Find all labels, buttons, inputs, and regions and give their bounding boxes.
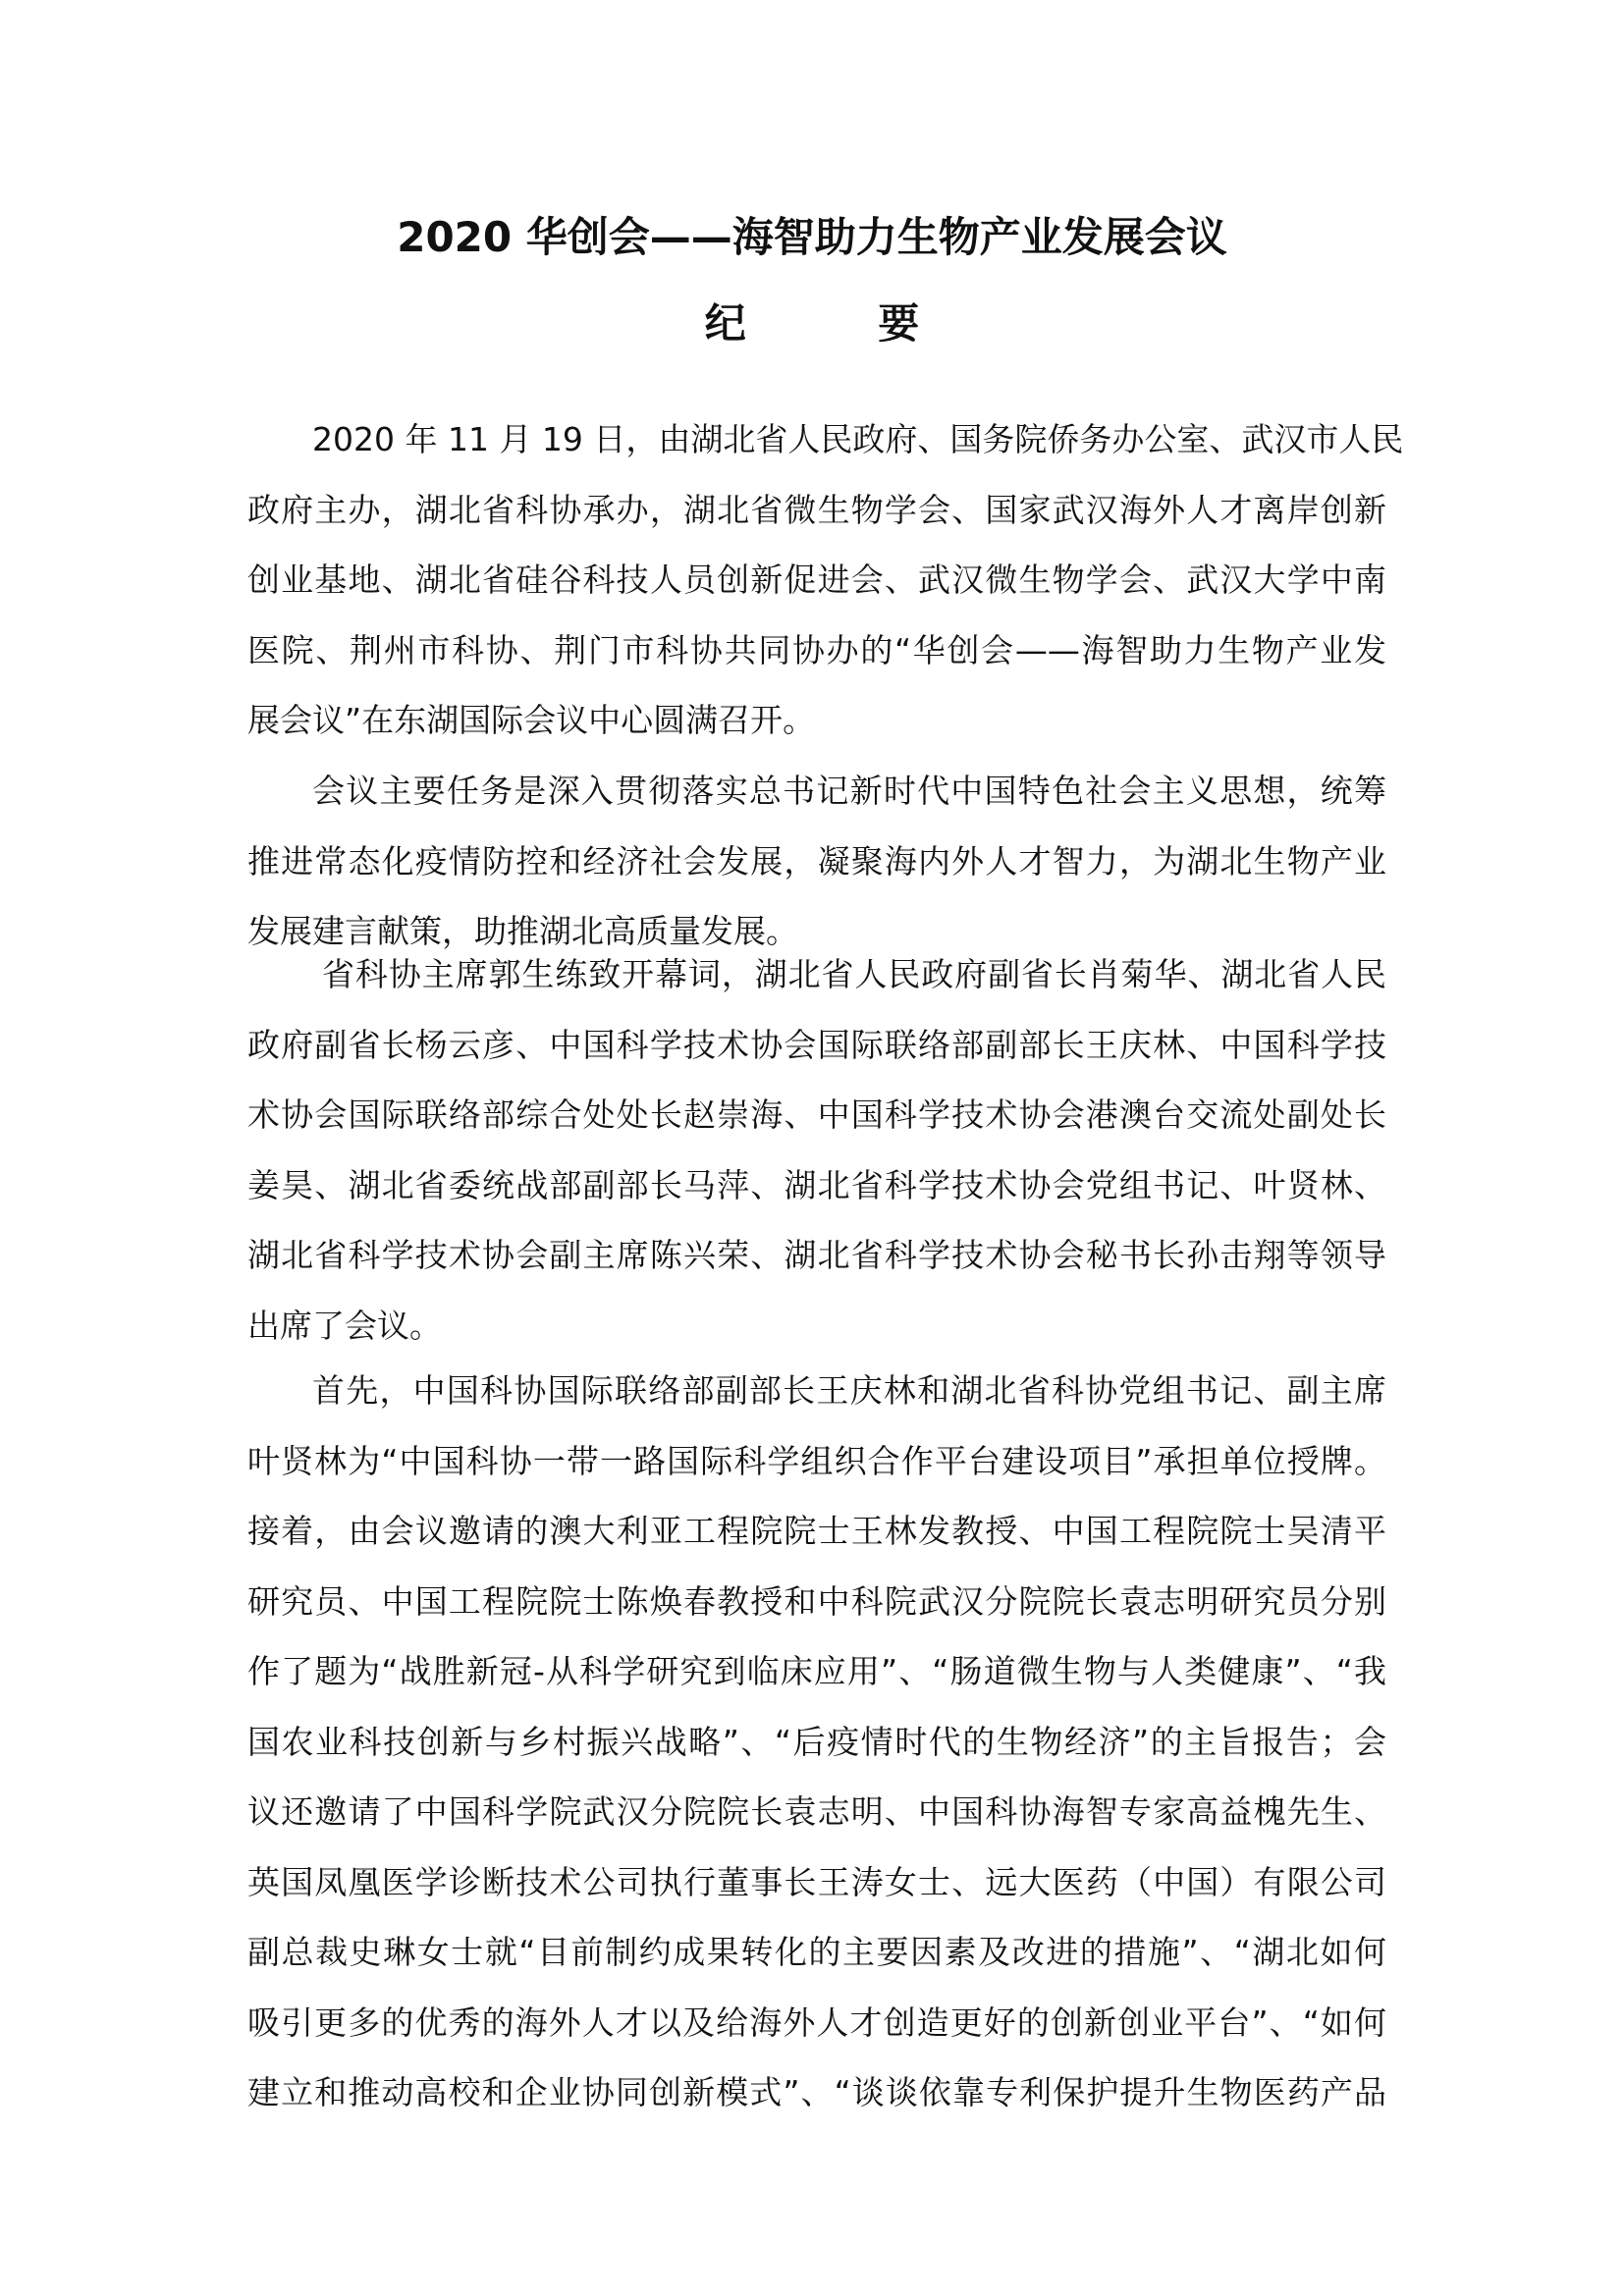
paragraph-line: 吸引更多的优秀的海外人才以及给海外人才创造更好的创新创业平台”、“如何 [247,2002,1386,2042]
paragraph-line: 湖北省科学技术协会副主席陈兴荣、湖北省科学技术协会秘书长孙击翔等领导 [247,1236,1386,1274]
paragraph-3 [247,939,1386,1361]
paragraph-line: 推进常态化疫情防控和经济社会发展，凝聚海内外人才智力，为湖北生物产业 [247,841,1386,881]
paragraph-line: 术协会国际联络部综合处处长赵崇海、中国科学技术协会港澳台交流处副处长 [247,1095,1386,1134]
paragraph-line: 政府副省长杨云彦、中国科学技术协会国际联络部副部长王庆林、中国科学技 [247,1025,1386,1064]
paragraph-line: 接着，由会议邀请的澳大利亚工程院院士王林发教授、中国工程院院士吴清平 [247,1512,1386,1550]
paragraph-line: 副总裁史琳女士就“目前制约成果转化的主要因素及改进的措施”、“湖北如何 [247,1933,1386,1971]
paragraph-line: 作了题为“战胜新冠-从科学研究到临床应用”、“肠道微生物与人类健康”、“我 [247,1652,1386,1690]
paragraph-1 [247,404,1404,756]
paragraph-line: 医院、荆州市科协、荆门市科协共同协办的“华创会——海智助力生物产业发 [247,630,1386,669]
paragraph-line: 国农业科技创新与乡村振兴战略”、“后疫情时代的生物经济”的主旨报告；会 [247,1722,1386,1761]
document-subtitle: 纪 要 [704,299,979,347]
paragraph-line: 研究员、中国工程院院士陈焕春教授和中科院武汉分院院长袁志明研究员分别 [247,1581,1386,1621]
paragraph-line: 2020 年 11 月 19 日，由湖北省人民政府、国务院侨务办公室、武汉市人民 [312,420,1404,458]
paragraph-line: 发展建言献策，助推湖北高质量发展。 [247,912,798,950]
paragraph-line: 出席了会议。 [247,1306,442,1345]
paragraph-line: 创业基地、湖北省硅谷科技人员创新促进会、武汉微生物学会、武汉大学中南 [247,561,1386,599]
paragraph-4 [247,1356,1386,2128]
paragraph-line: 议还邀请了中国科学院武汉分院院长袁志明、中国科协海智专家高益槐先生、 [247,1792,1386,1831]
paragraph-line: 建立和推动高校和企业协同创新模式”、“谈谈依靠专利保护提升生物医药产品 [247,2073,1386,2111]
document-title: 2020 华创会——海智助力生物产业发展会议 [397,213,1227,261]
paragraph-line: 省科协主席郭生练致开幕词，湖北省人民政府副省长肖菊华、湖北省人民 [322,955,1386,993]
paragraph-line: 英国凤凰医学诊断技术公司执行董事长王涛女士、远大医药（中国）有限公司 [247,1862,1386,1901]
paragraph-line: 叶贤林为“中国科协一带一路国际科学组织合作平台建设项目”承担单位授牌。 [247,1441,1386,1480]
paragraph-line: 政府主办，湖北省科协承办，湖北省微生物学会、国家武汉海外人才离岸创新 [247,490,1386,529]
paragraph-line: 会议主要任务是深入贯彻落实总书记新时代中国特色社会主义思想，统筹 [312,772,1386,810]
paragraph-line: 姜昊、湖北省委统战部副部长马萍、湖北省科学技术协会党组书记、叶贤林、 [247,1165,1386,1204]
paragraph-line: 展会议”在东湖国际会议中心圆满召开。 [247,701,816,739]
paragraph-line: 首先，中国科协国际联络部副部长王庆林和湖北省科协党组书记、副主席 [312,1371,1386,1410]
paragraph-2 [247,756,1386,967]
